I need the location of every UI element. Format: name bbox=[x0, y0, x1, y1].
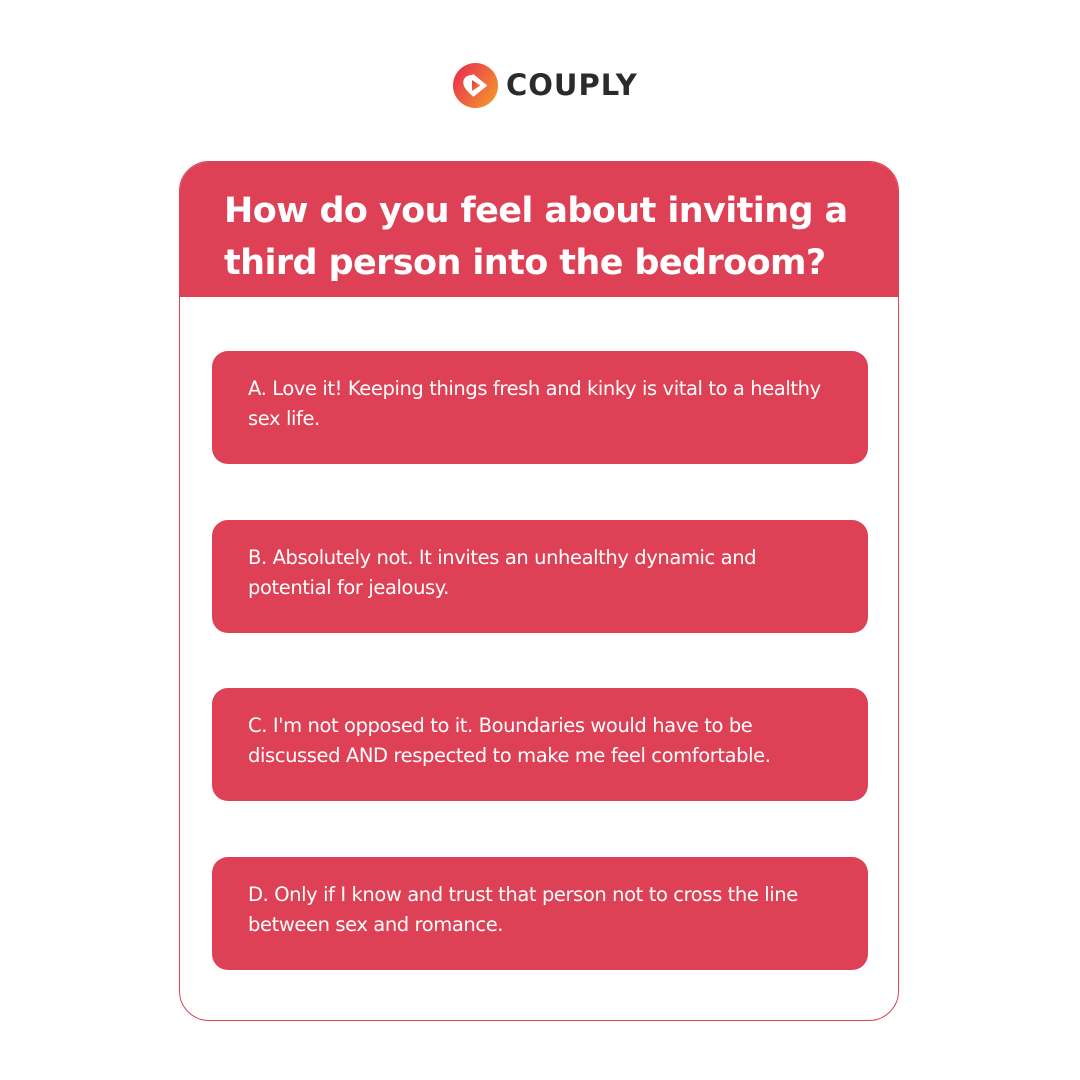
option-b-button[interactable] bbox=[212, 520, 868, 633]
question-title: How do you feel about inviting a third person into the bedroom? bbox=[224, 191, 848, 283]
option-a-label: A. Love it! Keeping things fresh and kinky is vital to a healthy sex life. bbox=[248, 377, 821, 430]
brand-name: COUPLY bbox=[506, 67, 638, 102]
heart-play-icon bbox=[452, 62, 499, 109]
option-c-label: C. I'm not opposed to it. Boundaries would have to be discussed AND respected to make me feel comfortable. bbox=[248, 714, 771, 767]
option-b-label: B. Absolutely not. It invites an unhealthy dynamic and potential for jealousy. bbox=[248, 546, 757, 599]
option-a-button[interactable] bbox=[212, 351, 868, 464]
question-header bbox=[180, 162, 898, 297]
option-c-button[interactable] bbox=[212, 688, 868, 801]
option-d-label: D. Only if I know and trust that person not to cross the line between sex and romance. bbox=[248, 883, 798, 936]
question-card bbox=[179, 161, 899, 1021]
option-d-button[interactable] bbox=[212, 857, 868, 970]
brand-header bbox=[452, 60, 638, 110]
